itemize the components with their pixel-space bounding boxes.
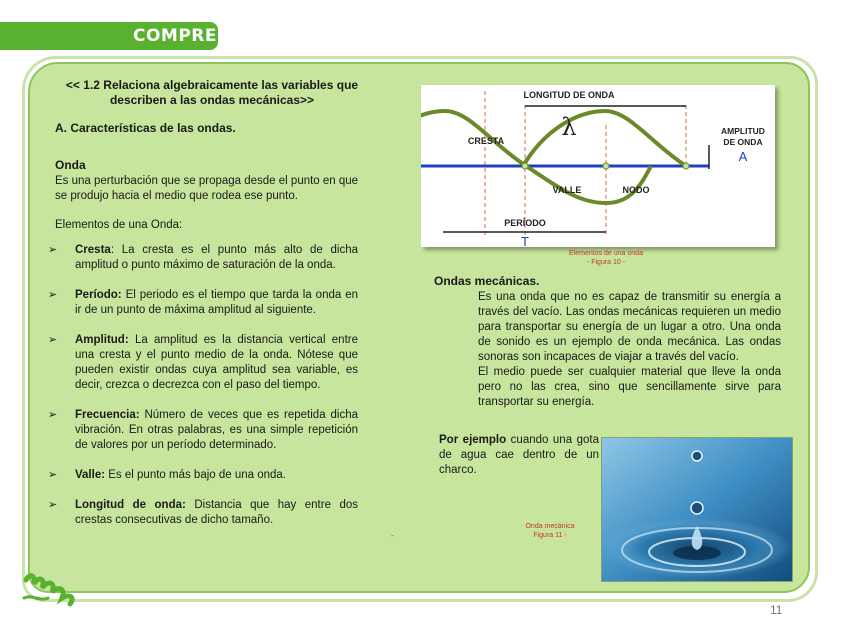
wave-figure	[421, 85, 775, 247]
section-tab-title: COMPRENDO	[133, 26, 262, 46]
figure-10-caption	[521, 249, 691, 267]
bullet-term: Cresta	[75, 244, 111, 256]
ondas-mecanicas-title: Ondas mecánicas.	[434, 274, 540, 288]
onda-title: Onda	[55, 158, 86, 172]
caption-line: Figura 11 -	[533, 532, 567, 539]
node-point	[603, 163, 609, 169]
bullet-term: Frecuencia:	[75, 409, 140, 421]
bullet-cresta	[48, 243, 358, 273]
mecanicas-para1: Es una onda que no es capaz de transmitir su energía a través del vacío. Las ondas mecánicas requieren un medio para transportar su energía de un lugar a otro. Una onda de sonido es un ejemplo de onda mecánica. Las ondas sonoras son incapaces de viajar a través del vacío.	[478, 291, 781, 363]
symbol-t: T	[521, 234, 529, 247]
stray-mark: -	[391, 531, 394, 540]
bullet-term: Período:	[75, 289, 122, 301]
label-amplitud-1: AMPLITUD	[721, 126, 765, 136]
label-nodo: NODO	[622, 185, 650, 195]
example-rest: cuando una gota de agua cae dentro de un charco.	[439, 434, 600, 476]
label-periodo: PERÍODO	[504, 218, 546, 228]
bullet-text: El periodo es el tiempo que tarda la onda en ir de un punto de máxima amplitud al siguiente.	[75, 289, 358, 316]
bullet-longitud	[48, 498, 358, 528]
bullet-frecuencia	[48, 408, 358, 453]
water-drop-illustration	[602, 438, 792, 581]
example-bold: Por ejemplo	[439, 434, 507, 446]
bullet-sep: :	[110, 244, 122, 256]
bullet-text: La amplitud es la distancia vertical entre una cresta y el punto medio de la onda. Nótese que pueden existir ondas cuya amplitud sea variable, es decir, crezca o decrezca con el paso del tiempo.	[75, 334, 358, 391]
label-cresta: CRESTA	[467, 136, 505, 146]
bullet-text: Es el punto más bajo de una onda.	[108, 469, 287, 481]
node-point	[683, 163, 689, 169]
example-text	[439, 433, 599, 478]
bullet-valle	[48, 468, 358, 483]
lesson-heading	[62, 78, 362, 108]
page-number: 11	[770, 603, 783, 617]
node-point	[522, 163, 528, 169]
bullet-term: Amplitud:	[75, 334, 129, 346]
wave-left-part	[421, 111, 651, 203]
ondas-mecanicas-body	[478, 290, 781, 410]
elementos-title: Elementos de una Onda:	[55, 219, 183, 231]
lesson-heading-line2: describen a las ondas mecánicas>>	[109, 93, 315, 107]
bullet-term: Valle:	[75, 469, 106, 481]
caption-line: - Figura 10 -	[586, 259, 626, 266]
bullet-text: Distancia que hay entre dos crestas consecutivas de dicho tamaño.	[75, 499, 358, 526]
symbol-lambda: λ	[561, 113, 577, 141]
caption-line: Elementos de una onda	[569, 250, 643, 257]
water-drop-photo	[601, 437, 793, 582]
figure-11-caption	[500, 522, 600, 540]
mecanicas-para2: El medio puede ser cualquier material que lleve la onda pero no las crea, sino que sencillamente sirve para transportar su energía.	[478, 366, 781, 408]
section-a-title: A. Características de las ondas.	[55, 121, 236, 135]
wave-right-part	[523, 111, 686, 166]
bullet-amplitud	[48, 333, 358, 393]
bullet-term: Longitud de onda:	[75, 499, 186, 511]
caption-line: Onda mecánica	[525, 523, 575, 530]
onda-definition: Es una perturbación que se propaga desde el punto en que se produjo hacia el medio que rodea ese punto.	[55, 175, 359, 202]
elements-list	[48, 243, 358, 528]
label-longitud: LONGITUD DE ONDA	[523, 90, 615, 100]
bullet-periodo	[48, 288, 358, 318]
wave-diagram	[421, 85, 775, 247]
symbol-a: A	[738, 149, 748, 164]
bullet-text: La cresta es el punto más alto de dicha amplitud o punto máximo de saturación de la onda.	[75, 244, 359, 271]
brand-leaf-logo	[22, 568, 92, 608]
label-valle: VALLE	[552, 185, 582, 195]
label-amplitud-2: DE ONDA	[723, 137, 763, 147]
bullet-text: Número de veces que es repetida dicha vibración. En otras palabras, es una simple repetición de valores por un período determinado.	[75, 409, 358, 451]
lesson-heading-line1: << 1.2 Relaciona algebraicamente las variables que	[65, 78, 359, 92]
